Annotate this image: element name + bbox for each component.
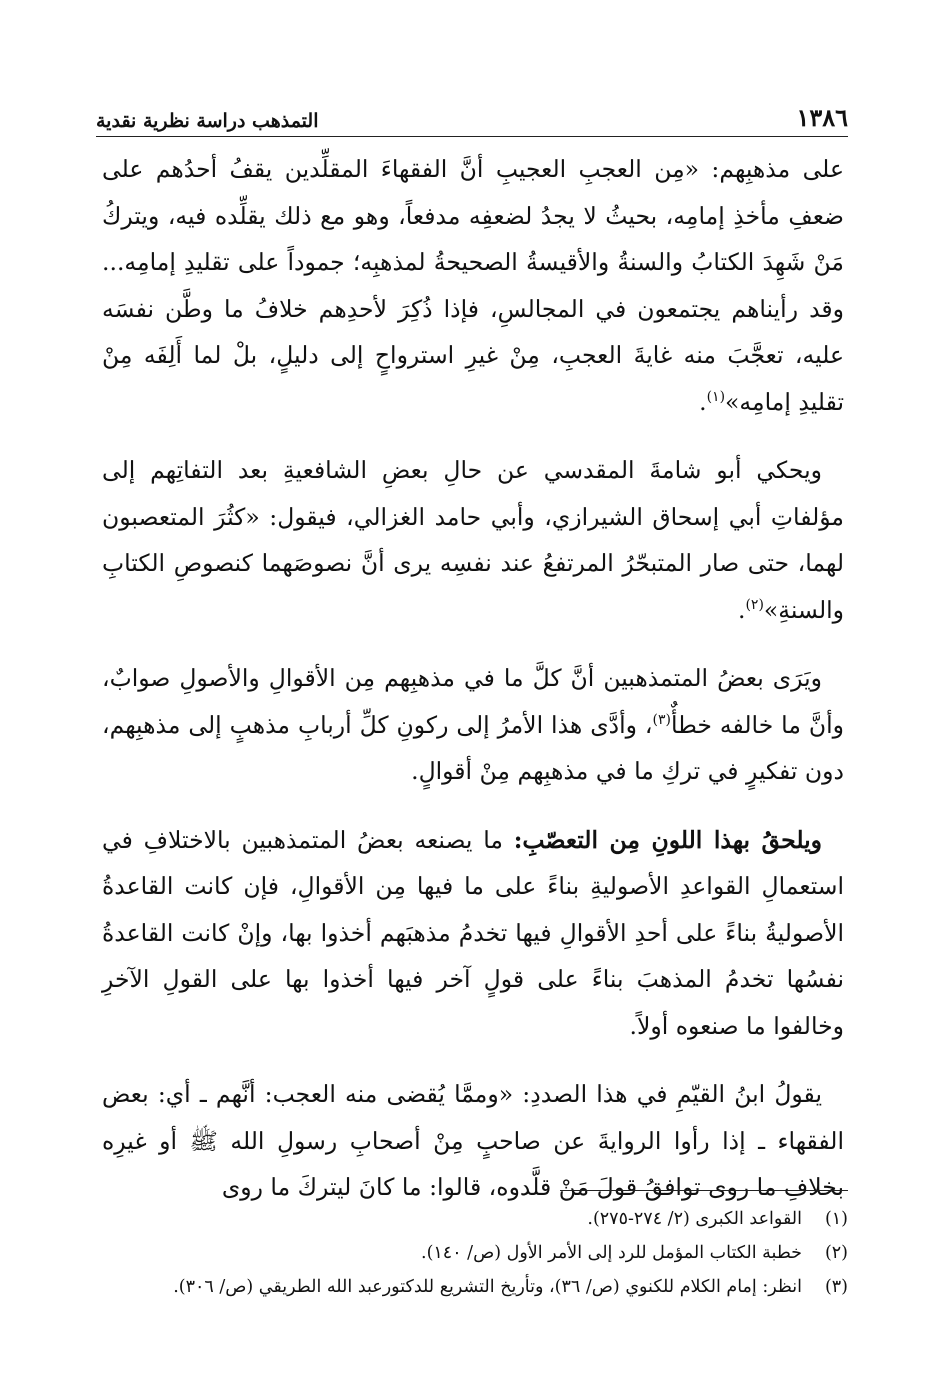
paragraph bbox=[102, 817, 844, 1050]
paragraph-text: على مذهبِهم: «مِن العجبِ العجيبِ أنَّ الفقهاءَ المقلِّدين يقفُ أحدُهم على ضعفِ مأخذِ إمامِه، بحيثُ لا يجدُ لضعفِه مدفعاً، وهو مع ذلك يقلِّده فيه، ويتركُ مَنْ شَهِدَ الكتابُ والسنةُ والأقيسةُ الصحيحةُ لمذهبِه؛ جموداً على تقليدِ إمامِه... وقد رأيناهم يجتمعون في المجالسِ، فإذا ذُكِرَ لأحدِهم خلافُ ما وطَّن نفسَه عليه، تعجَّبَ منه غايةَ العجبِ، مِنْ غيرِ استرواحٍ إلى دليلٍ، بلْ لما أَلِفَه مِنْ تقليدِ إمامِه» bbox=[102, 155, 844, 416]
footnote-text: انظر: إمام الكلام للكنوي (ص/ ٣٦)، وتأريخ التشريع للدكتورعبد الله الطريقي (ص/ ٣٠٦). bbox=[173, 1277, 802, 1297]
paragraph bbox=[102, 447, 844, 633]
footnote-ref[interactable]: (١) bbox=[706, 388, 726, 405]
page-number: ١٣٨٦ bbox=[796, 103, 848, 132]
paragraph bbox=[102, 655, 844, 795]
footnote-text: القواعد الكبرى (٢/ ٢٧٤-٢٧٥). bbox=[587, 1209, 802, 1229]
footnote-number: (٣) bbox=[824, 1277, 848, 1297]
paragraph-tail: . bbox=[699, 387, 707, 416]
paragraph-lead: ويلحقُ بهذا اللونِ مِن التعصّبِ: bbox=[513, 825, 822, 854]
paragraph-tail: ، وأدَّى هذا الأمرُ إلى ركونِ كلِّ أربابِ مذهبٍ إلى مذهبِهم، دون تفكيرٍ في تركِ ما في مذهبِهم مِنْ أقوالٍ. bbox=[102, 710, 844, 785]
main-text bbox=[102, 146, 844, 1211]
paragraph-text: ما يصنعه بعضُ المتمذهبين بالاختلافِ في استعمالِ القواعدِ الأصوليةِ بناءً على ما فيها مِن الأقوالِ، فإن كانت القاعدةُ الأصوليةُ بناءً على أحدِ الأقوالِ فيها تخدمُ مذهبَهم أخذوا بها، وإنْ كانت القاعدةُ نفسُها تخدمُ المذهبَ بناءً على قولٍ آخر فيها أخذوا بها على القولِ الآخرِ وخالفوا ما صنعوه أولاً. bbox=[102, 825, 844, 1040]
footnote-number: (١) bbox=[824, 1209, 848, 1229]
footnote-number: (٢) bbox=[824, 1243, 848, 1263]
footnote bbox=[96, 1236, 848, 1270]
footnote bbox=[96, 1202, 848, 1236]
footnote-rule bbox=[560, 1190, 848, 1191]
footnote-ref[interactable]: (٣) bbox=[652, 711, 671, 728]
footnotes bbox=[96, 1202, 848, 1304]
footnote-ref[interactable]: (٢) bbox=[745, 596, 764, 613]
header-rule bbox=[96, 136, 848, 137]
footnote bbox=[96, 1270, 848, 1304]
paragraph-tail: . bbox=[737, 595, 746, 624]
paragraph bbox=[102, 146, 844, 425]
paragraph-text: ويحكي أبو شامةَ المقدسي عن حالِ بعضِ الشافعيةِ بعد التفاتِهم إلى مؤلفاتِ أبي إسحاق الشيرازي، وأبي حامد الغزالي، فيقول: «كثُرَ المتعصبون لهما، حتى صار المتبحّرُ المرتفعُ عند نفسِه يرى أنَّ نصوصَهما كنصوصِ الكتابِ والسنةِ» bbox=[102, 456, 844, 624]
page-header bbox=[96, 92, 848, 132]
paragraph-text: يقولُ ابنُ القيّمِ في هذا الصددِ: «وممَّا يُقضى منه العجب: أنَّهم ـ أي: بعض الفقهاء ـ إذا رأوا الروايةَ عن صاحبٍ مِنْ أصحابِ رسولِ الله ﷺ أو غيرِه بخلافِ ما روى توافقُ قولَ مَنْ قلَّدوه، قالوا: ما كانَ ليتركَ ما روى bbox=[102, 1080, 844, 1201]
paragraph-text: ويَرَى بعضُ المتمذهبين أنَّ كلَّ ما في مذهبِهم مِن الأقوالِ والأصولِ صوابٌ، وأنَّ ما خالفه خطأٌ bbox=[102, 664, 844, 739]
footnote-text: خطبة الكتاب المؤمل للرد إلى الأمر الأول (ص/ ١٤٠). bbox=[421, 1243, 802, 1263]
running-title: التمذهب دراسة نظرية نقدية bbox=[96, 110, 319, 132]
